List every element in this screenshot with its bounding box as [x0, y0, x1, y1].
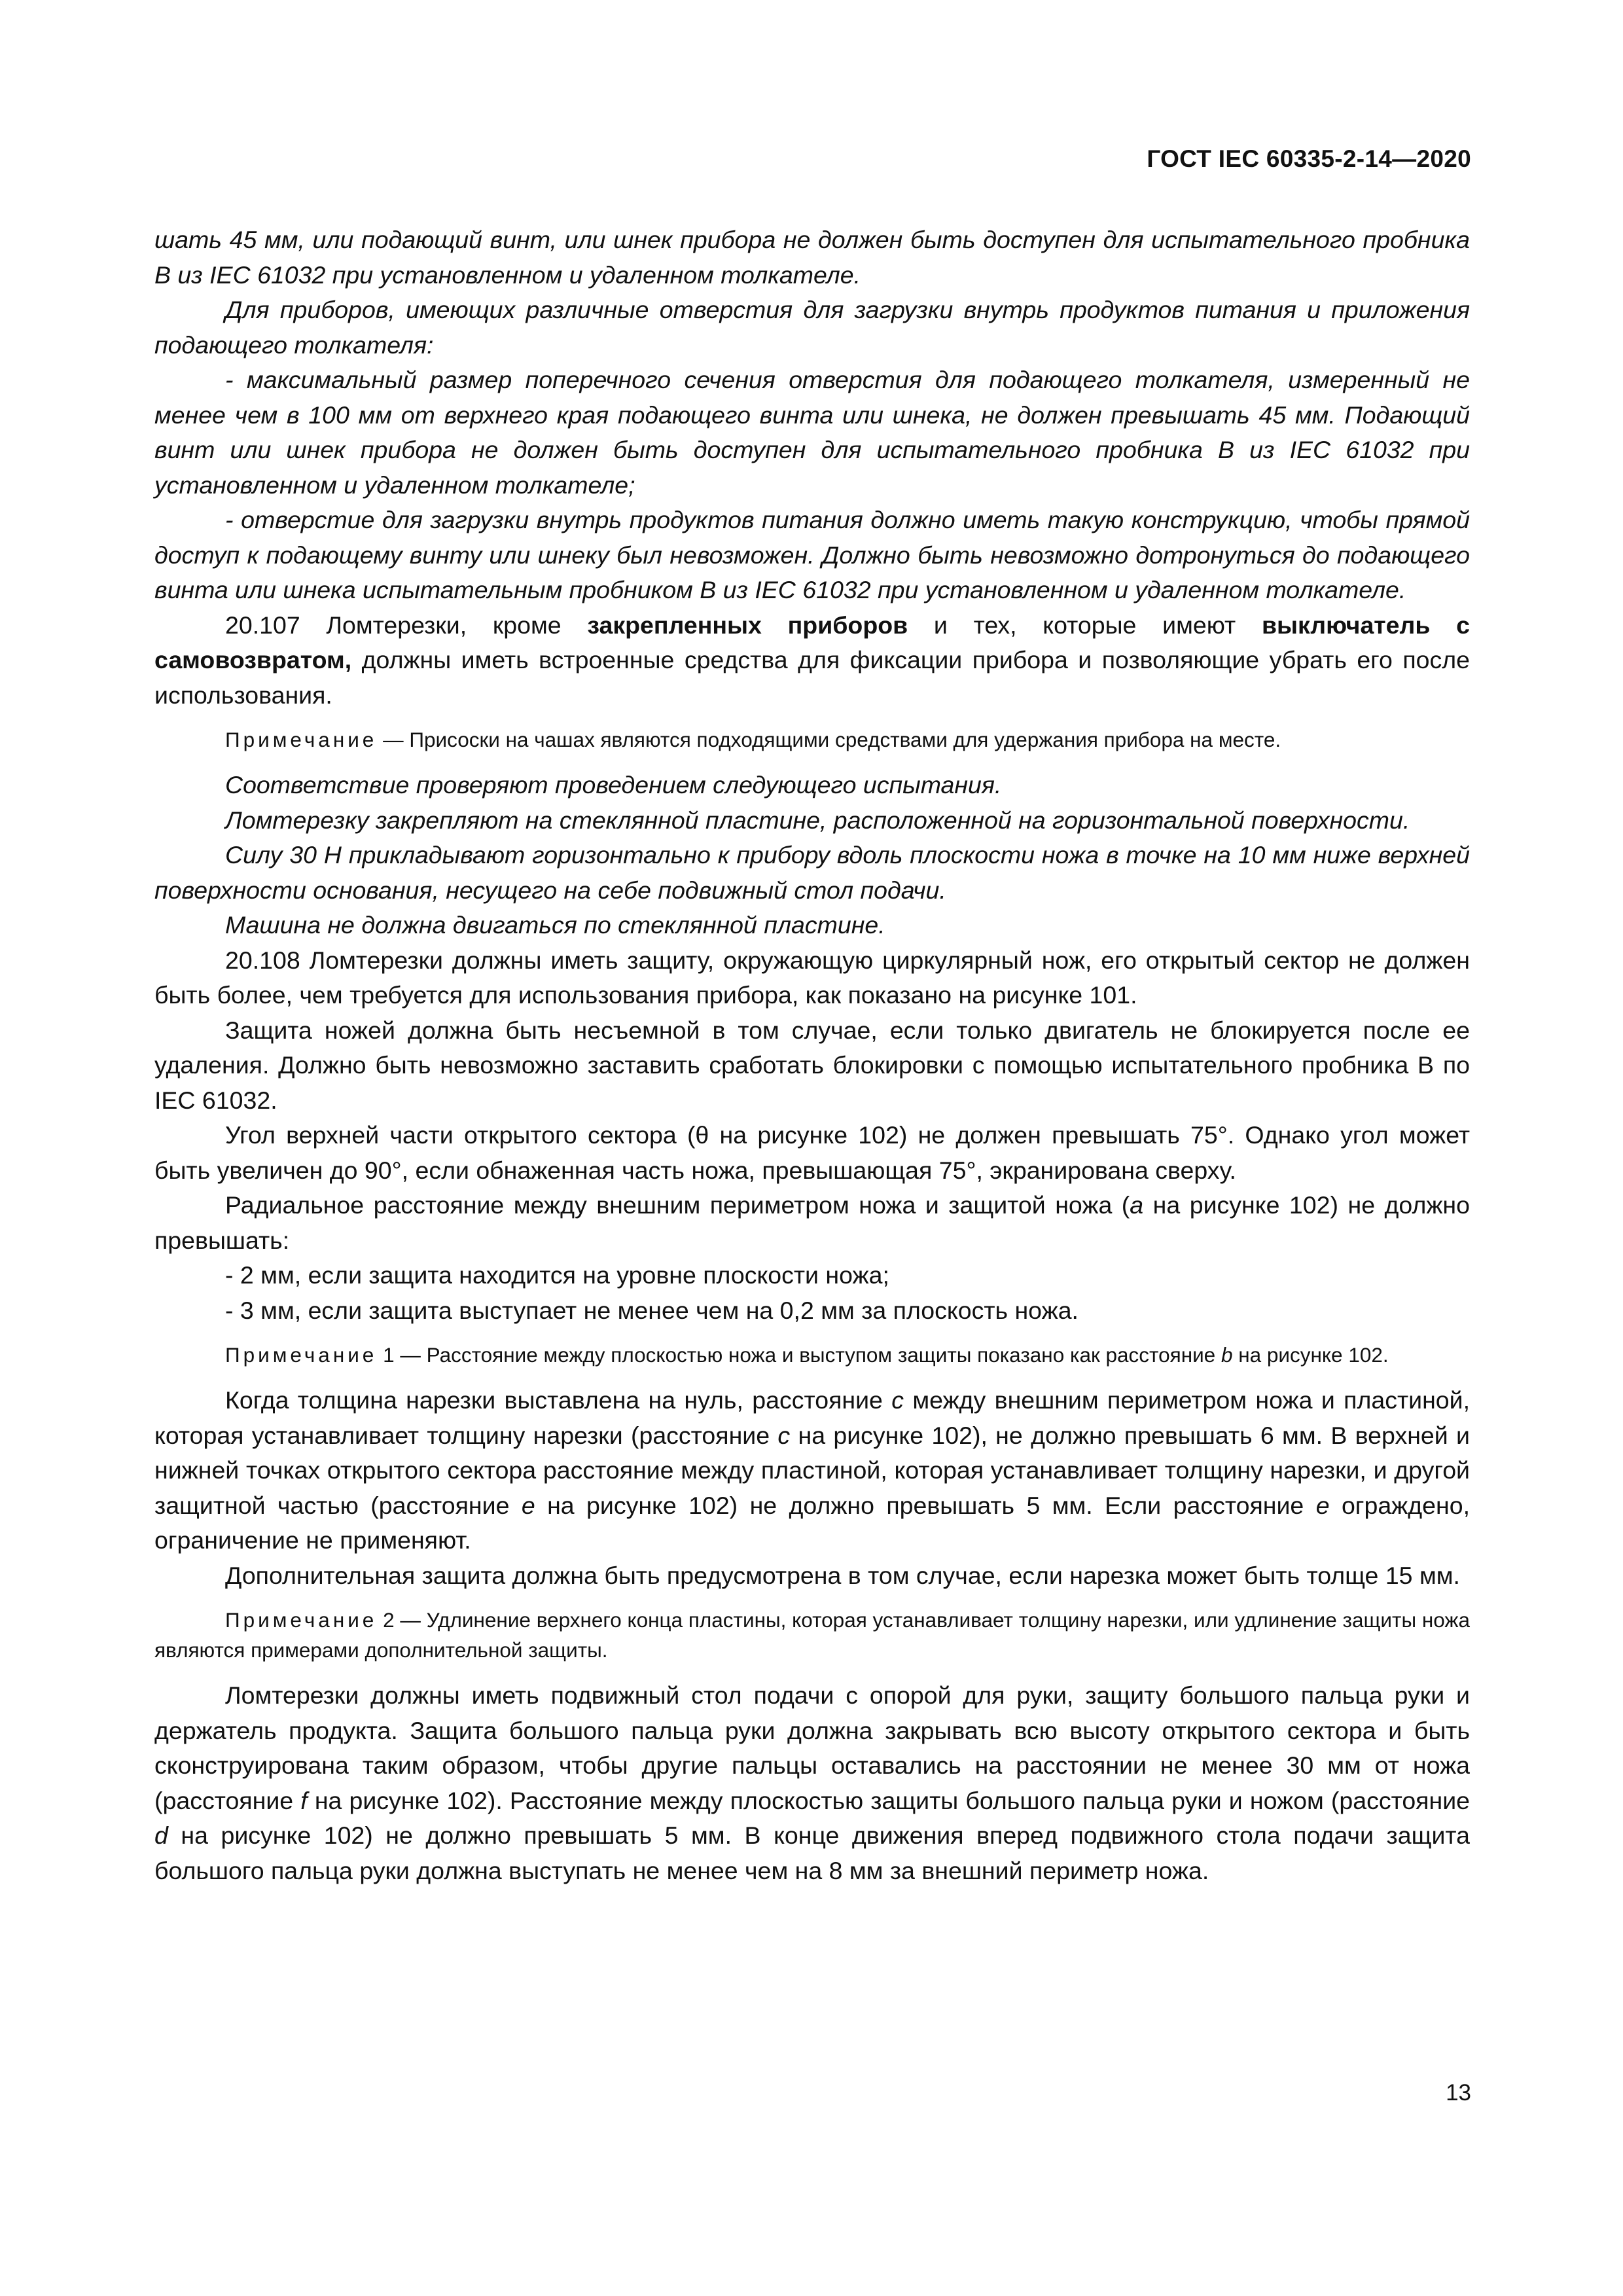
paragraph-list-item: - максимальный размер поперечного сечения отверстия для подающего толкателя, измеренный не менее чем в 100 мм от верхнего края подающего винта или шнека, не должен превышать 45 мм. Подающий винт или шнек прибора не должен быть доступен для испытательного пробника В из IEC 61032 при установленном и удаленном толкателе; [154, 366, 1470, 499]
paragraph-list-item: - 2 мм, если защита находится на уровне плоскости ножа; [225, 1261, 889, 1289]
paragraph-openings-intro: Для приборов, имеющих различные отверстия для загрузки внутрь продуктов питания и приложения подающего толкателя: [154, 296, 1470, 359]
page-number: 13 [1446, 2080, 1471, 2106]
test-paragraph: Соответствие проверяют проведением следующего испытания. [225, 771, 1002, 798]
defined-term: закрепленных приборов [587, 611, 908, 639]
paragraph: Защита ножей должна быть несъемной в том случае, если только двигатель не блокируется после ее удаления. Должно быть невозможно заставить сработать блокировки с помощью испытательного пробника В по IEC 61032. [154, 1016, 1470, 1114]
note-label: Примечание [225, 728, 378, 751]
page-body [154, 223, 1470, 1888]
paragraph: Ломтерезки должны иметь подвижный стол подачи с опорой для руки, защиту большого пальца руки и держатель продукта. Защита большого пальца руки должна закрывать всю высоту открытого сектора и быть сконструирована таким образом, чтобы другие пальцы оставались на расстоянии не менее 30 мм от ножа (расстояние f на рисунке 102). Расстояние между плоскостью защиты большого пальца руки и ножом (расстояние d на рисунке 102) не должно превышать 5 мм. В конце движения вперед подвижного стола подачи защита большого пальца руки должна выступать не менее чем на 8 мм за внешний периметр ножа. [154, 1681, 1470, 1884]
paragraph-list-item: - отверстие для загрузки внутрь продуктов питания должно иметь такую конструкцию, чтобы прямой доступ к подающему винту или шнеку был невозможен. Должно быть невозможно дотронуться до подающего винта или шнека испытательным пробником В из IEC 61032 при установленном и удаленном толкателе. [154, 506, 1470, 603]
paragraph-continuation: шать 45 мм, или подающий винт, или шнек прибора не должен быть доступен для испытательного пробника В из IEC 61032 при установленном и удаленном толкателе. [154, 226, 1470, 289]
document-code-header: ГОСТ IEC 60335-2-14—2020 [1147, 145, 1471, 172]
paragraph-list-item: - 3 мм, если защита выступает не менее чем на 0,2 мм за плоскость ножа. [225, 1296, 1079, 1324]
note-label: Примечание [225, 1343, 378, 1367]
note: Примечание 1 — Расстояние между плоскостью ножа и выступом защиты показано как расстояние b на рисунке 102. [225, 1343, 1389, 1367]
note-label: Примечание [225, 1608, 378, 1632]
paragraph: Когда толщина нарезки выставлена на нуль, расстояние с между внешним периметром ножа и пластиной, которая устанавливает толщину нарезки (расстояние с на рисунке 102), не должно превышать 6 мм. В верхней и нижней точках открытого сектора расстояние между пластиной, которая устанавливает толщину нарезки, и другой защитной частью (расстояние е на рисунке 102) не должно превышать 5 мм. Если расстояние е ограждено, ограничение не применяют. [154, 1386, 1470, 1554]
paragraph: Угол верхней части открытого сектора (θ на рисунке 102) не должен превышать 75°. Однако угол может быть увеличен до 90°, если обнаженная часть ножа, превышающая 75°, экранирована сверху. [154, 1121, 1470, 1184]
clause-20-107: 20.107 Ломтерезки, кроме закрепленных приборов и тех, которые имеют выключатель с самовозвратом, должны иметь встроенные средства для фиксации прибора и позволяющие убрать его после использования. [154, 611, 1470, 709]
paragraph: Радиальное расстояние между внешним периметром ножа и защитой ножа (а на рисунке 102) не должно превышать: [154, 1191, 1470, 1254]
note: Примечание — Присоски на чашах являются подходящими средствами для удержания прибора на месте. [225, 728, 1281, 751]
test-paragraph: Ломтерезку закрепляют на стеклянной пластине, расположенной на горизонтальной поверхности. [225, 806, 1410, 834]
test-paragraph: Силу 30 Н прикладывают горизонтально к прибору вдоль плоскости ножа в точке на 10 мм ниже верхней поверхности основания, несущего на себе подвижный стол подачи. [154, 841, 1470, 904]
paragraph: Дополнительная защита должна быть предусмотрена в том случае, если нарезка может быть толще 15 мм. [225, 1561, 1460, 1589]
note: Примечание 2 — Удлинение верхнего конца пластины, которая устанавливает толщину нарезки, или удлинение защиты ножа являются примерами дополнительной защиты. [154, 1608, 1470, 1662]
test-paragraph: Машина не должна двигаться по стеклянной пластине. [225, 911, 885, 939]
defined-term: выключатель с самовозвратом, [154, 611, 1470, 673]
clause-20-108: 20.108 Ломтерезки должны иметь защиту, окружающую циркулярный нож, его открытый сектор не должен быть более, чем требуется для использования прибора, как показано на рисунке 101. [154, 946, 1470, 1009]
